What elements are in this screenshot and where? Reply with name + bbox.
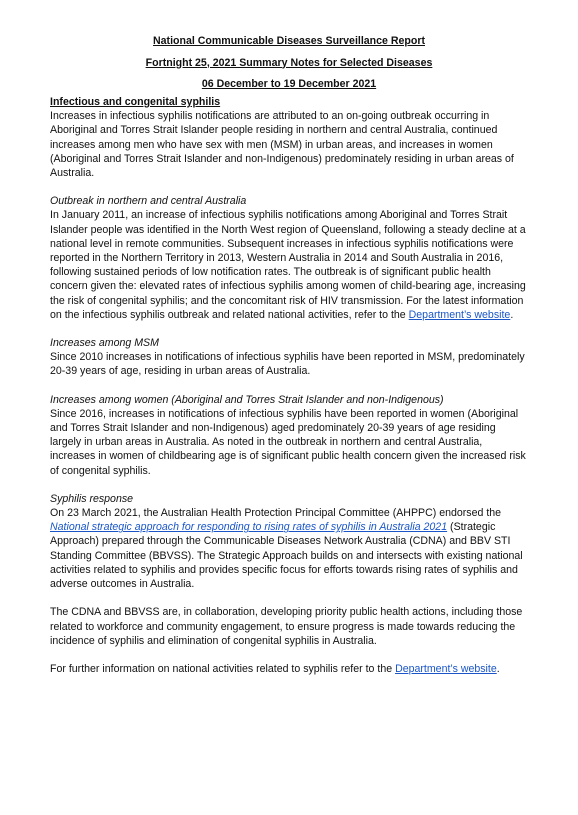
further-info-paragraph	[50, 662, 528, 676]
outbreak-after: .	[510, 308, 514, 321]
report-page	[50, 34, 528, 676]
response-paragraph	[50, 506, 528, 591]
outbreak-paragraph	[50, 208, 528, 322]
msm-heading: Increases among MSM	[50, 337, 159, 350]
msm-body: Since 2010 increases in notifications of infectious syphilis have been reported in MSM, predominately 20-39 years of age, residing in urban areas of Australia.	[50, 351, 525, 378]
fortnight-subtitle: Fortnight 25, 2021 Summary Notes for Selected Diseases	[145, 56, 433, 69]
strategic-approach-link[interactable]: National strategic approach for responding to rising rates of syphilis in Australia 2021	[50, 521, 448, 534]
departments-website-link-2[interactable]: Department’s website	[395, 662, 497, 675]
response-before: On 23 March 2021, the Australian Health Protection Principal Committee (AHPPC) endorsed the	[50, 507, 502, 520]
date-range: 06 December to 19 December 2021	[201, 78, 377, 90]
response-after: (Strategic Approach) prepared through the Communicable Diseases Network Australia (CDNA) and BBV STI Standing Committee (BBVSS). The Strategic Approach builds on and intersects with existing national activities related to syphilis and provides specific focus for efforts towards rising rates of syphilis and adverse outcomes in Australia.	[50, 521, 523, 591]
response-heading: Syphilis response	[50, 492, 134, 505]
women-body: Since 2016, increases in notifications of infectious syphilis have been reported in women (Aboriginal and Torres Strait Islander and non-Indigenous) aged predominately 20-39 years of age residing largely in urban areas in Australia. As noted in the outbreak in northern and central Australia, increases in women of childbearing age is of significant public health concern given the increased risk of congenital syphilis.	[50, 407, 526, 477]
outbreak-heading: Outbreak in northern and central Australia	[50, 195, 247, 208]
further-info-after: .	[496, 662, 500, 675]
section-title: Infectious and congenital syphilis	[50, 96, 221, 108]
outbreak-body: In January 2011, an increase of infectious syphilis notifications among Aboriginal and Torres Strait Islander people was identified in the North West region of Queensland, following a steady decline at a national level in remote communities. Subsequent increases in infectious syphilis notifications were reported in the Northern Territory in 2013, Western Australia in 2014 and South Australia in 2016, following sustained periods of low notification rates. The outbreak is of significant public health concern given the: elevated rates of infectious syphilis among women of child-bearing age, increasing the risk of congenital syphilis; and the concomitant risk of HIV transmission. For the latest information on the infectious syphilis outbreak and related national activities, refer to the	[50, 209, 526, 321]
section-intro: Increases in infectious syphilis notifications are attributed to an on-going outbreak occurring in Aboriginal and Torres Strait Islander people residing in northern and central Australia, continued increases among men who have sex with men (MSM) in urban areas, and increases in women (Aboriginal and Torres Strait Islander and non-Indigenous) predominately residing in urban areas of Australia.	[50, 110, 514, 180]
departments-website-link[interactable]: Department’s website	[408, 308, 511, 321]
cdna-bbvss-paragraph: The CDNA and BBVSS are, in collaboration, developing priority public health actions, including those related to workforce and community engagement, to ensure progress is made towards reducing the incidence of syphilis and elimination of congenital syphilis in Australia.	[50, 606, 523, 647]
report-title: National Communicable Diseases Surveillance Report	[153, 35, 425, 47]
further-info-text: For further information on national activities related to syphilis refer to the	[50, 662, 396, 675]
women-heading: Increases among women (Aboriginal and Torres Strait Islander and non-Indigenous)	[50, 393, 444, 406]
